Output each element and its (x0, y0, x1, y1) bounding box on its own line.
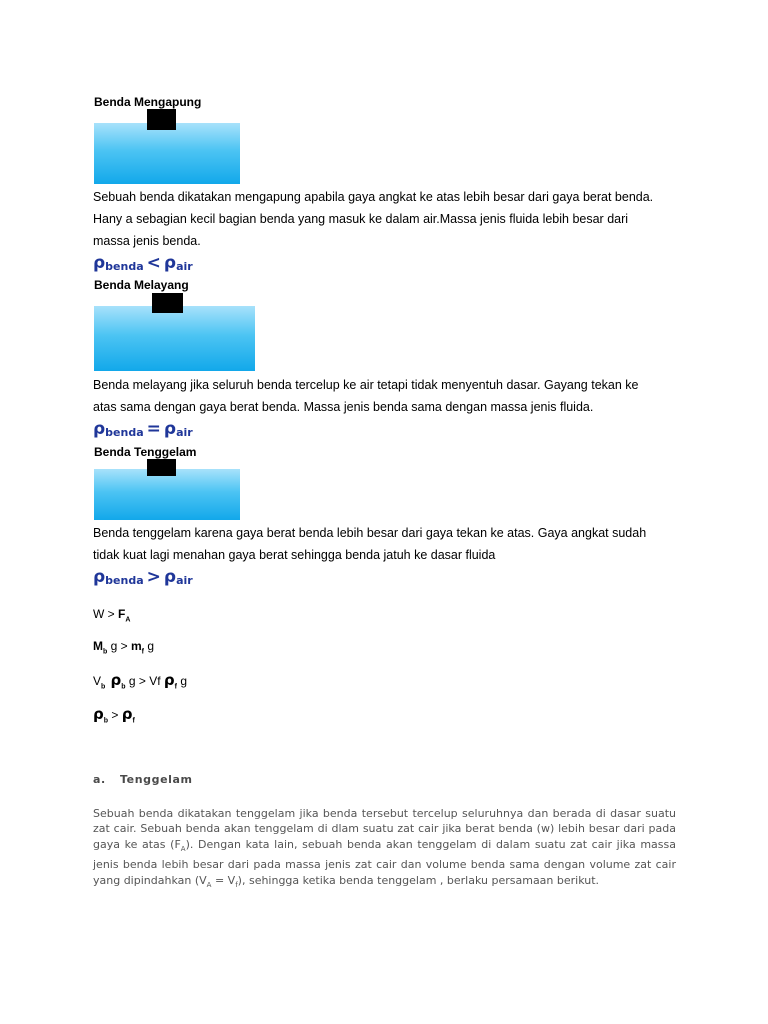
eq-text: W > (93, 607, 119, 621)
water-area (94, 123, 240, 184)
formula-tenggelam (93, 567, 193, 587)
subscript: benda (105, 260, 144, 273)
eq-text: > (108, 708, 122, 722)
section-number: a. (93, 773, 106, 786)
eq-subscript: b (103, 717, 109, 725)
rho-symbol: ρ (93, 705, 104, 723)
para-text: ). Dengan kata lain, sebuah benda akan tenggelam di dalam suatu zat cair jika massa jenis benda lebih besar dari pada massa jenis zat cair dan volume benda sama dengan volume zat cair yang dipindahkan (V (93, 837, 676, 887)
paragraph-line: massa jenis benda. (93, 234, 201, 248)
subscript: air (176, 426, 193, 439)
subscript: benda (105, 426, 144, 439)
paragraph-mengapung (93, 186, 693, 252)
equation-weight-buoyancy (93, 607, 130, 623)
rho-symbol: ρ (163, 419, 177, 439)
paragraph-line: Hany a sebagian kecil bagian benda yang masuk ke dalam air.Massa jenis fluida lebih besar dari (93, 212, 629, 226)
paragraph-line: Benda melayang jika seluruh benda tercelup ke air tetapi tidak menyentuh dasar. Gayang tekan ke (93, 378, 639, 392)
eq-subscript: b (121, 683, 126, 691)
subscript: benda (105, 574, 144, 587)
para-text: = V (211, 873, 236, 887)
paragraph-line: tidak kuat lagi menahan gaya berat sehingga benda jatuh ke dasar fluida (93, 548, 496, 562)
formula-mengapung (93, 253, 193, 273)
operator: > (146, 567, 161, 587)
water-area (94, 469, 240, 520)
eq-subscript: f (132, 717, 135, 725)
eq-subscript: f (174, 683, 177, 691)
eq-text: g (177, 674, 188, 688)
equation-density-compare (93, 705, 135, 724)
rho-symbol: ρ (163, 671, 175, 689)
equation-volume-density (93, 671, 187, 690)
subscript: air (176, 574, 193, 587)
paragraph-line: Sebuah benda dikatakan mengapung apabila gaya angkat ke atas lebih besar dari gaya berat benda. (93, 190, 654, 204)
para-text: Sebuah benda dikatakan tenggelam jika benda tersebut tercelup seluruhnya dan berada di dasar suatu zat cair. Sebuah benda akan tenggelam di dlam suatu zat cair jika berat benda (w) lebih besar dari pada gaya ke atas (F (93, 807, 676, 851)
operator: < (146, 253, 161, 273)
eq-text: m (130, 639, 142, 653)
rho-symbol: ρ (93, 567, 106, 587)
paragraph-line: atas sama dengan gaya berat benda. Massa jenis benda sama dengan massa jenis fluida. (93, 400, 594, 414)
paragraph-line: Benda tenggelam karena gaya berat benda lebih besar dari gaya tekan ke atas. Gaya angkat sudah (93, 526, 647, 540)
heading-melayang: Benda Melayang (94, 278, 189, 292)
section-title-text: Tenggelam (120, 773, 193, 786)
para-subscript: f (235, 881, 238, 889)
section-a-title (93, 773, 193, 786)
floating-object (147, 459, 176, 476)
operator: = (146, 419, 161, 439)
eq-subscript: b (101, 683, 106, 691)
section-a-paragraph (93, 806, 676, 893)
floating-object (147, 109, 176, 130)
eq-text: V (93, 674, 102, 688)
subscript: air (176, 260, 193, 273)
eq-text: M (93, 639, 103, 653)
para-text: ), sehingga ketika benda tenggelam , berlaku persamaan berikut. (237, 873, 600, 887)
paragraph-melayang (93, 374, 693, 418)
rho-symbol: ρ (105, 671, 122, 689)
eq-text: g > (107, 639, 131, 653)
formula-melayang (93, 419, 193, 439)
eq-text: g > Vf (125, 674, 164, 688)
floating-object (152, 293, 183, 313)
eq-text: F (118, 607, 126, 621)
paragraph-tenggelam (93, 522, 693, 566)
rho-symbol: ρ (121, 705, 133, 723)
para-subscript: A (206, 881, 212, 889)
heading-mengapung: Benda Mengapung (94, 95, 202, 109)
eq-subscript: A (125, 616, 131, 624)
heading-tenggelam: Benda Tenggelam (94, 445, 197, 459)
para-subscript: A (180, 845, 186, 853)
rho-symbol: ρ (93, 253, 106, 273)
equation-mass (93, 639, 154, 655)
rho-symbol: ρ (93, 419, 106, 439)
rho-symbol: ρ (163, 253, 177, 273)
eq-subscript: b (103, 648, 108, 656)
eq-subscript: f (141, 648, 144, 656)
water-area (94, 306, 255, 371)
eq-text: g (143, 639, 154, 653)
rho-symbol: ρ (163, 567, 177, 587)
